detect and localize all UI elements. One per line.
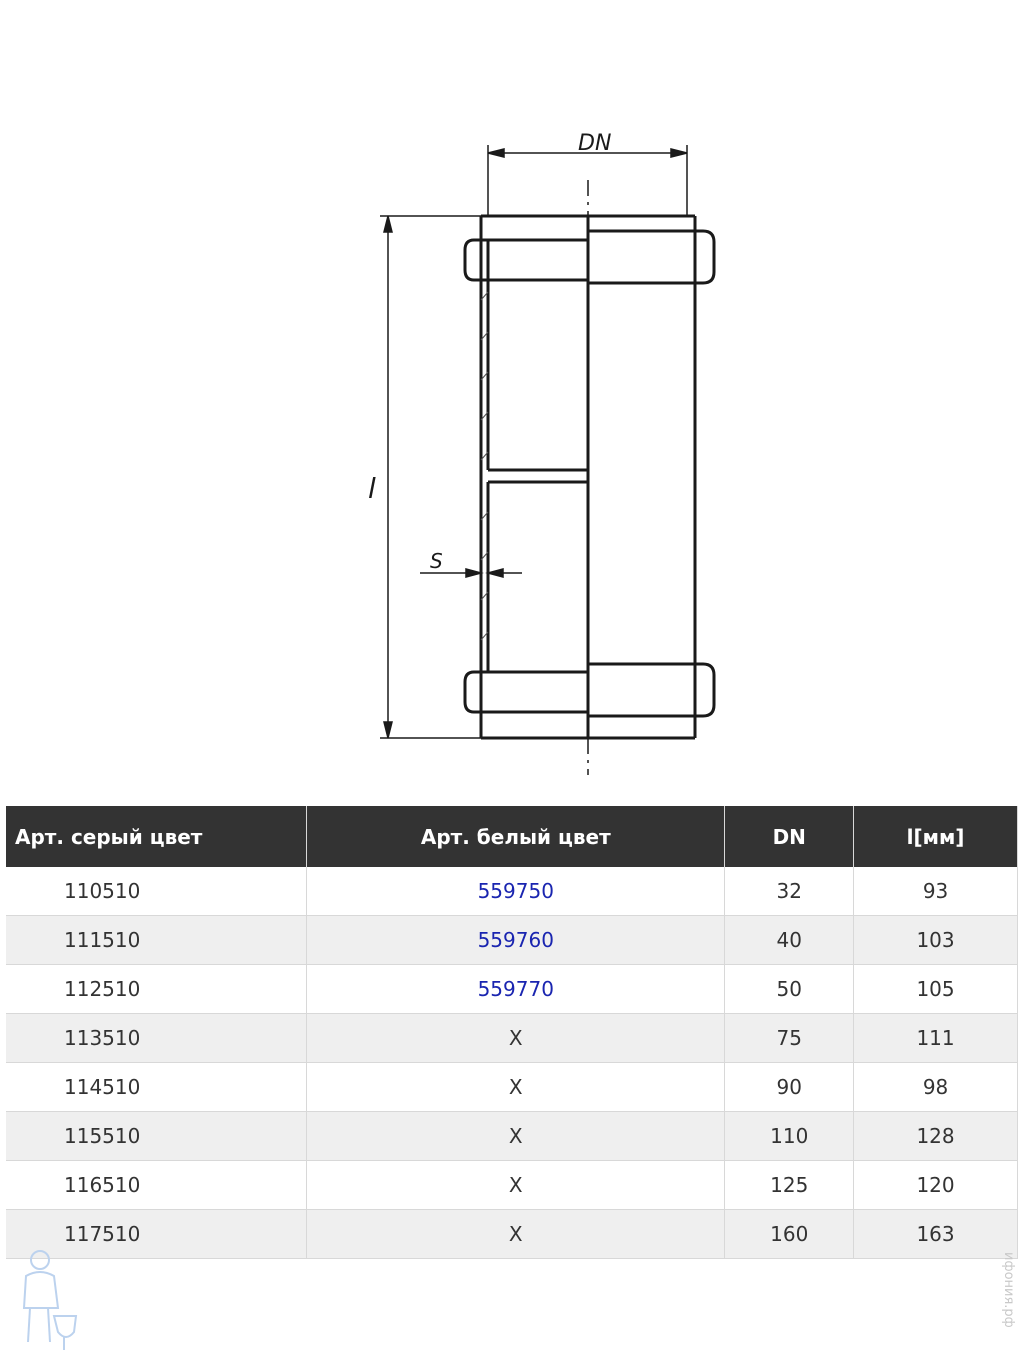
header-length: l[мм]	[854, 806, 1018, 867]
table-row	[6, 1210, 1018, 1259]
white-article: X	[307, 1014, 725, 1063]
grey-article: 110510	[6, 867, 307, 916]
white-article: X	[307, 1210, 725, 1259]
grey-article: 117510	[6, 1210, 307, 1259]
white-article-link[interactable]: 559770	[307, 965, 725, 1014]
length-value: 163	[854, 1210, 1018, 1259]
length-value: 128	[854, 1112, 1018, 1161]
length-value: 103	[854, 916, 1018, 965]
dn-value: 75	[725, 1014, 854, 1063]
grey-article: 111510	[6, 916, 307, 965]
dn-value: 40	[725, 916, 854, 965]
header-white-article: Арт. белый цвет	[307, 806, 725, 867]
length-value: 111	[854, 1014, 1018, 1063]
length-value: 105	[854, 965, 1018, 1014]
wall-thickness-label: S	[430, 549, 443, 573]
grey-article: 115510	[6, 1112, 307, 1161]
dn-value: 90	[725, 1063, 854, 1112]
white-article: X	[307, 1063, 725, 1112]
header-dn: DN	[725, 806, 854, 867]
length-value: 93	[854, 867, 1018, 916]
white-article-link[interactable]: 559750	[307, 867, 725, 916]
table-row	[6, 1063, 1018, 1112]
dn-label: DN	[578, 131, 612, 156]
dn-value: 32	[725, 867, 854, 916]
table-row	[6, 1014, 1018, 1063]
grey-article: 113510	[6, 1014, 307, 1063]
dn-value: 160	[725, 1210, 854, 1259]
grey-article: 116510	[6, 1161, 307, 1210]
spec-table	[6, 806, 1018, 1259]
plumber-logo-icon	[8, 1246, 83, 1356]
dn-value: 50	[725, 965, 854, 1014]
grey-article: 112510	[6, 965, 307, 1014]
length-value: 120	[854, 1161, 1018, 1210]
table-row	[6, 965, 1018, 1014]
dn-value: 110	[725, 1112, 854, 1161]
white-article: X	[307, 1112, 725, 1161]
white-article: X	[307, 1161, 725, 1210]
grey-article: 114510	[6, 1063, 307, 1112]
table-header-row	[6, 806, 1018, 867]
watermark: ифония.рф	[1001, 1252, 1016, 1328]
header-grey-article: Арт. серый цвет	[6, 806, 307, 867]
length-label: l	[368, 472, 376, 505]
table-row	[6, 867, 1018, 916]
white-article-link[interactable]: 559760	[307, 916, 725, 965]
coupling-drawing	[340, 95, 740, 785]
dn-value: 125	[725, 1161, 854, 1210]
table-row	[6, 1161, 1018, 1210]
table-row	[6, 916, 1018, 965]
length-value: 98	[854, 1063, 1018, 1112]
table-row	[6, 1112, 1018, 1161]
